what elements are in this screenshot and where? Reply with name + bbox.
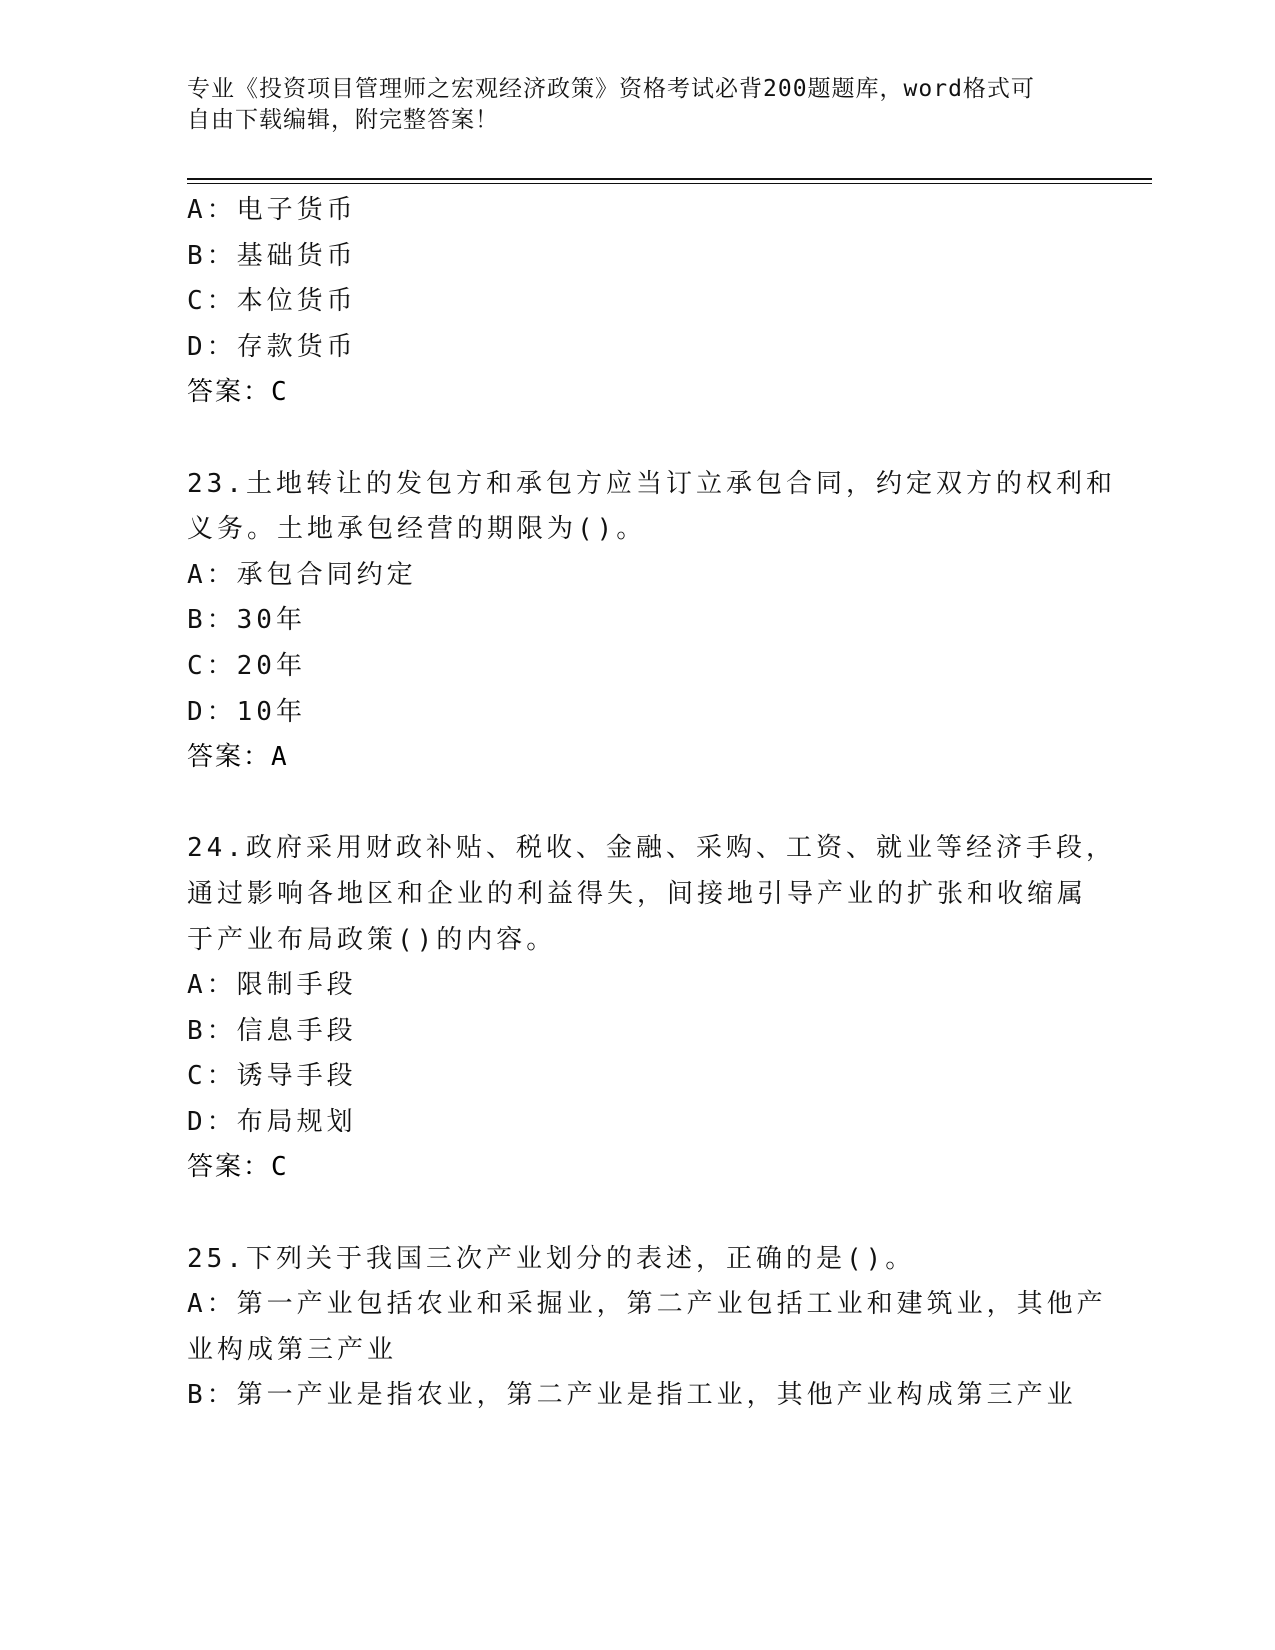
answer-label: 答案：: [187, 742, 272, 773]
answer-label: 答案：: [187, 377, 272, 408]
question-stem-line: 通过影响各地区和企业的利益得失，间接地引导产业的扩张和收缩属: [187, 878, 1088, 909]
option-b: B：30年: [187, 605, 306, 636]
option-d: D：10年: [187, 696, 306, 727]
header-rule-thick: [187, 178, 1152, 180]
question-24: [187, 826, 1116, 1191]
spacer: [187, 781, 1087, 827]
option-c: C：诱导手段: [187, 1061, 357, 1092]
answer-value: A: [271, 742, 289, 773]
spacer: [187, 416, 1087, 462]
option-c: C：20年: [187, 650, 306, 681]
question-stem-line: 23.土地转让的发包方和承包方应当订立承包合同，约定双方的权利和: [187, 468, 1116, 499]
option-c: C：本位货币: [187, 286, 357, 317]
option-d: D：布局规划: [187, 1106, 357, 1137]
question-content: [187, 188, 1116, 1419]
option-a-continued: 业构成第三产业: [187, 1334, 398, 1365]
option-a: A：承包合同约定: [187, 559, 417, 590]
answer-label: 答案：: [187, 1152, 272, 1183]
option-a: A：电子货币: [187, 195, 357, 225]
question-stem-line: 24.政府采用财政补贴、税收、金融、采购、工资、就业等经济手段，: [187, 833, 1116, 864]
answer-value: C: [271, 1152, 289, 1183]
option-b: B：第一产业是指农业，第二产业是指工业，其他产业构成第三产业: [187, 1380, 1077, 1411]
question-stem-line: 25.下列关于我国三次产业划分的表述，正确的是()。: [187, 1243, 916, 1274]
question-23: [187, 462, 1116, 781]
option-b: B：基础货币: [187, 240, 357, 271]
header-title-line-2: 自由下载编辑，附完整答案！: [187, 107, 499, 133]
question-stem-line: 义务。土地承包经营的期限为()。: [187, 514, 647, 545]
question-22: [187, 188, 1087, 416]
option-a: A：第一产业包括农业和采掘业，第二产业包括工业和建筑业，其他产: [187, 1289, 1107, 1320]
option-a: A：限制手段: [187, 970, 357, 1001]
answer-line: [187, 1145, 1087, 1191]
header-rule-thin: [187, 183, 1152, 184]
answer-line: [187, 370, 1087, 416]
question-stem-line: 于产业布局政策()的内容。: [187, 924, 557, 955]
answer-value: C: [271, 377, 289, 408]
document-header: [187, 74, 1067, 136]
question-25: [187, 1237, 1107, 1419]
option-b: B：信息手段: [187, 1015, 357, 1046]
answer-line: [187, 735, 1087, 781]
option-d: D：存款货币: [187, 331, 357, 362]
spacer: [187, 1191, 1087, 1237]
header-title-line-1: 专业《投资项目管理师之宏观经济政策》资格考试必背200题题库，word格式可: [187, 76, 1035, 102]
